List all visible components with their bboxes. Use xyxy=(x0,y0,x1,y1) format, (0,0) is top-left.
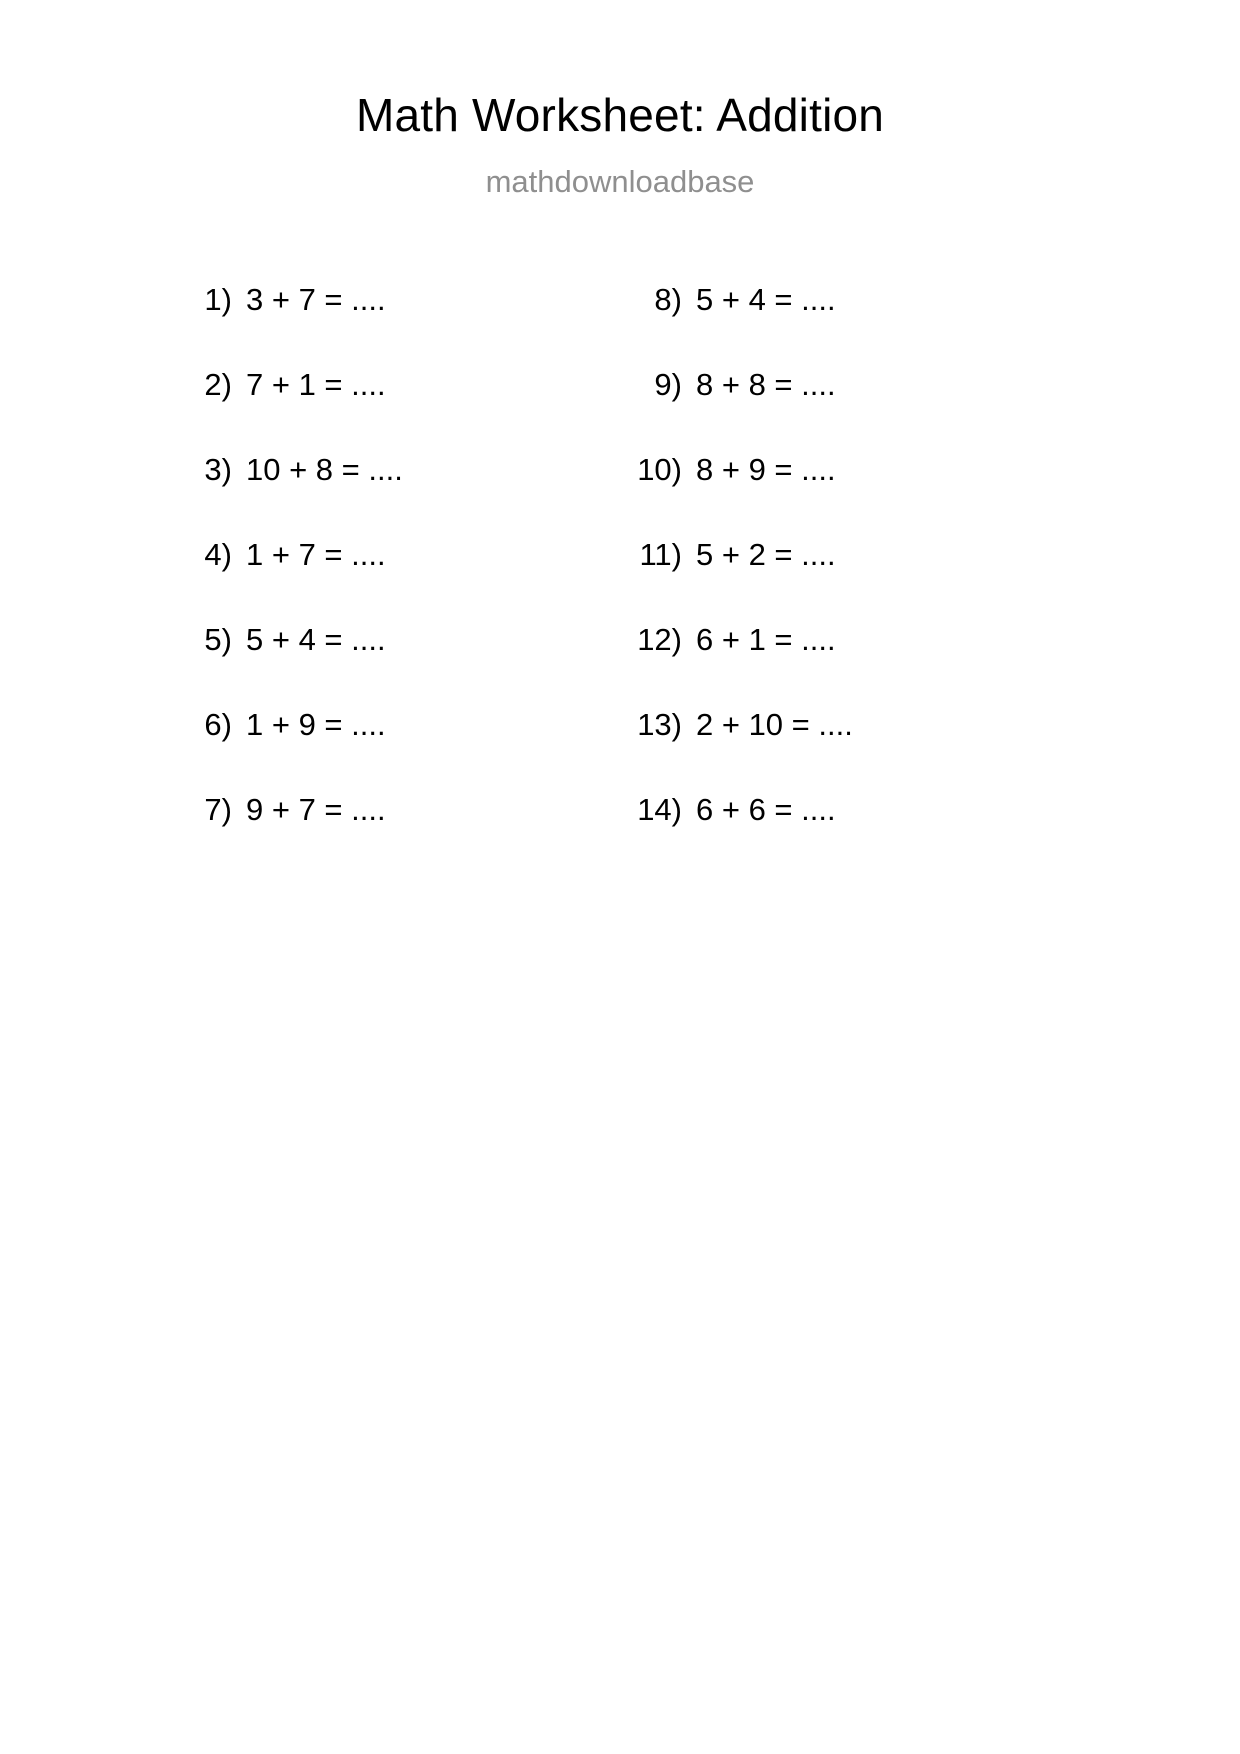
problem-item xyxy=(626,537,1076,622)
problem-expression: 10 + 8 = .... xyxy=(246,452,403,487)
problem-number: 1) xyxy=(204,282,232,317)
problem-expression: 8 + 9 = .... xyxy=(696,452,836,487)
problem-item xyxy=(626,452,1076,537)
problem-expression: 8 + 8 = .... xyxy=(696,367,836,402)
problem-column-left xyxy=(176,282,626,877)
problem-expression: 1 + 7 = .... xyxy=(246,537,386,572)
problem-item xyxy=(176,707,626,792)
page-title: Math Worksheet: Addition xyxy=(355,89,885,141)
problem-number: 4) xyxy=(204,537,232,572)
problem-number: 11) xyxy=(639,537,682,572)
problem-number: 3) xyxy=(204,452,232,487)
problem-expression: 6 + 6 = .... xyxy=(696,792,836,827)
problem-column-right xyxy=(626,282,1076,877)
problem-item xyxy=(626,367,1076,452)
problem-item xyxy=(176,792,626,877)
problem-number: 14) xyxy=(637,792,682,827)
problem-expression: 5 + 4 = .... xyxy=(246,622,386,657)
problem-item xyxy=(176,537,626,622)
problem-number: 12) xyxy=(637,622,682,657)
problem-item xyxy=(176,367,626,452)
problem-expression: 3 + 7 = .... xyxy=(246,282,386,317)
problem-item xyxy=(176,622,626,707)
problem-number: 7) xyxy=(204,792,232,827)
problem-number: 6) xyxy=(204,707,232,742)
problem-expression: 9 + 7 = .... xyxy=(246,792,386,827)
problem-item xyxy=(626,622,1076,707)
problem-number: 8) xyxy=(654,282,682,317)
problem-expression: 5 + 4 = .... xyxy=(696,282,836,317)
problem-number: 10) xyxy=(637,452,682,487)
problem-expression: 2 + 10 = .... xyxy=(696,707,853,742)
problem-item xyxy=(626,282,1076,367)
problem-item xyxy=(626,707,1076,792)
problem-expression: 6 + 1 = .... xyxy=(696,622,836,657)
problem-number: 13) xyxy=(637,707,682,742)
problem-list xyxy=(0,282,1240,877)
page-subtitle: mathdownloadbase xyxy=(485,164,755,199)
problem-item xyxy=(626,792,1076,877)
problem-item xyxy=(176,452,626,537)
problem-number: 5) xyxy=(204,622,232,657)
problem-number: 2) xyxy=(204,367,232,402)
problem-expression: 7 + 1 = .... xyxy=(246,367,386,402)
problem-expression: 1 + 9 = .... xyxy=(246,707,386,742)
problem-item xyxy=(176,282,626,367)
problem-number: 9) xyxy=(654,367,682,402)
problem-expression: 5 + 2 = .... xyxy=(696,537,836,572)
